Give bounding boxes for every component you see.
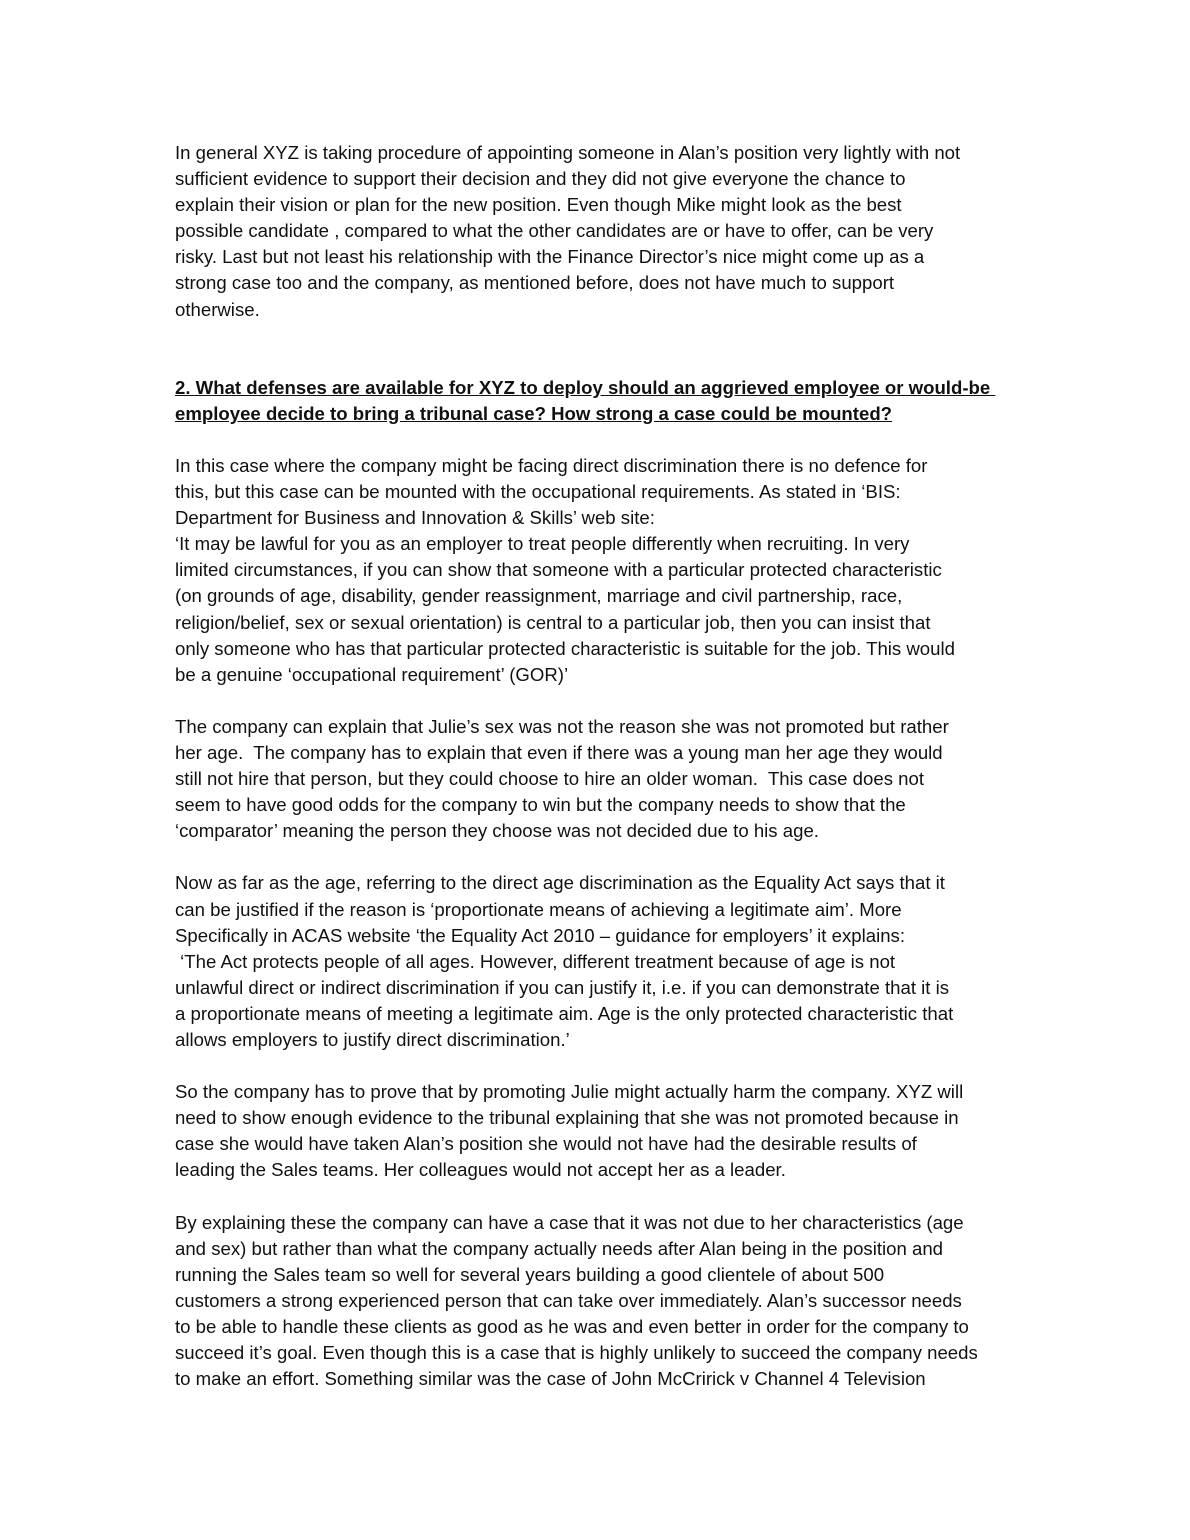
text-line: allows employers to justify direct discrimination.’ — [175, 1029, 570, 1050]
text-line: In general XYZ is taking procedure of appointing someone in Alan’s position very lightly with not — [175, 142, 961, 163]
text-line: otherwise. — [175, 298, 260, 320]
text-line: to make an effort. Something similar was the case of John McCririck v Channel 4 Television — [175, 1368, 926, 1390]
text-line: succeed it’s goal. Even though this is a case that is highly unlikely to succeed the company needs — [175, 1342, 978, 1364]
text-line: ‘The Act protects people of all ages. However, different treatment because of age is not — [175, 950, 896, 972]
section-heading-2 — [175, 375, 1020, 427]
text-line: and sex) but rather than what the company actually needs after Alan being in the position and — [175, 1237, 944, 1259]
text-line: explain their vision or plan for the new position. Even though Mike might look as the best — [175, 194, 902, 216]
text-line: unlawful direct or indirect discrimination if you can justify it, i.e. if you can demonstrate that it is — [175, 976, 950, 998]
text-line: a proportionate means of meeting a legitimate aim. Age is the only protected characteristic that — [175, 1002, 954, 1024]
text-line: The company can explain that Julie’s sex was not the reason she was not promoted but rather — [175, 715, 949, 737]
paragraph-6 — [175, 1210, 1020, 1393]
text-line: religion/belief, sex or sexual orientation) is central to a particular job, then you can insist that — [175, 611, 931, 633]
text-line: ‘comparator’ meaning the person they choose was not decided due to his age. — [175, 820, 819, 842]
text-line: So the company has to prove that by promoting Julie might actually harm the company. XYZ will — [175, 1081, 964, 1103]
text-line: this, but this case can be mounted with the occupational requirements. As stated in ‘BIS: — [175, 481, 901, 503]
paragraph-4 — [175, 870, 1020, 1053]
text-line: By explaining these the company can have a case that it was not due to her characteristics (age — [175, 1211, 964, 1233]
text-line: seem to have good odds for the company to win but the company needs to show that the — [175, 794, 906, 816]
heading-line: 2. What defenses are available for XYZ to deploy should an aggrieved employee or would-be — [175, 376, 996, 398]
text-line: strong case too and the company, as mentioned before, does not have much to support — [175, 272, 895, 294]
text-line: only someone who has that particular protected characteristic is suitable for the job. This would — [175, 637, 955, 659]
text-line: ‘It may be lawful for you as an employer to treat people differently when recruiting. In very — [175, 533, 910, 555]
text-line: can be justified if the reason is ‘proportionate means of achieving a legitimate aim’. More — [175, 898, 902, 920]
text-line: Now as far as the age, referring to the direct age discrimination as the Equality Act says that it — [175, 872, 945, 894]
text-line: need to show enough evidence to the tribunal explaining that she was not promoted because in — [175, 1107, 959, 1129]
paragraph-3 — [175, 714, 1020, 844]
paragraph-2 — [175, 453, 1020, 688]
text-line: sufficient evidence to support their decision and they did not give everyone the chance to — [175, 168, 906, 190]
document-page — [175, 140, 1020, 1418]
text-line: running the Sales team so well for several years building a good clientele of about 500 — [175, 1263, 885, 1285]
text-line: to be able to handle these clients as good as he was and even better in order for the company to — [175, 1316, 969, 1338]
text-line: her age. The company has to explain that even if there was a young man her age they would — [175, 741, 943, 763]
text-line: still not hire that person, but they could choose to hire an older woman. This case does not — [175, 768, 925, 790]
text-line: limited circumstances, if you can show that someone with a particular protected characteristic — [175, 559, 942, 581]
text-line: case she would have taken Alan’s position she would not have had the desirable results of — [175, 1133, 917, 1155]
text-line: Department for Business and Innovation & Skills’ web site: — [175, 507, 655, 529]
text-line: Specifically in ACAS website ‘the Equality Act 2010 – guidance for employers’ it explains: — [175, 924, 906, 946]
heading-line: employee decide to bring a tribunal case? How strong a case could be mounted? — [175, 402, 893, 424]
paragraph-1 — [175, 140, 1020, 323]
text-line: be a genuine ‘occupational requirement’ (GOR)’ — [175, 663, 569, 685]
text-line: customers a strong experienced person that can take over immediately. Alan’s successor needs — [175, 1289, 962, 1311]
text-line: possible candidate , compared to what the other candidates are or have to offer, can be very — [175, 220, 934, 242]
text-line: leading the Sales teams. Her colleagues would not accept her as a leader. — [175, 1159, 786, 1181]
text-line: In this case where the company might be facing direct discrimination there is no defence for — [175, 454, 928, 476]
text-line: (on grounds of age, disability, gender reassignment, marriage and civil partnership, race, — [175, 585, 903, 607]
paragraph-5 — [175, 1079, 1020, 1183]
text-line: risky. Last but not least his relationship with the Finance Director’s nice might come up as a — [175, 246, 925, 268]
